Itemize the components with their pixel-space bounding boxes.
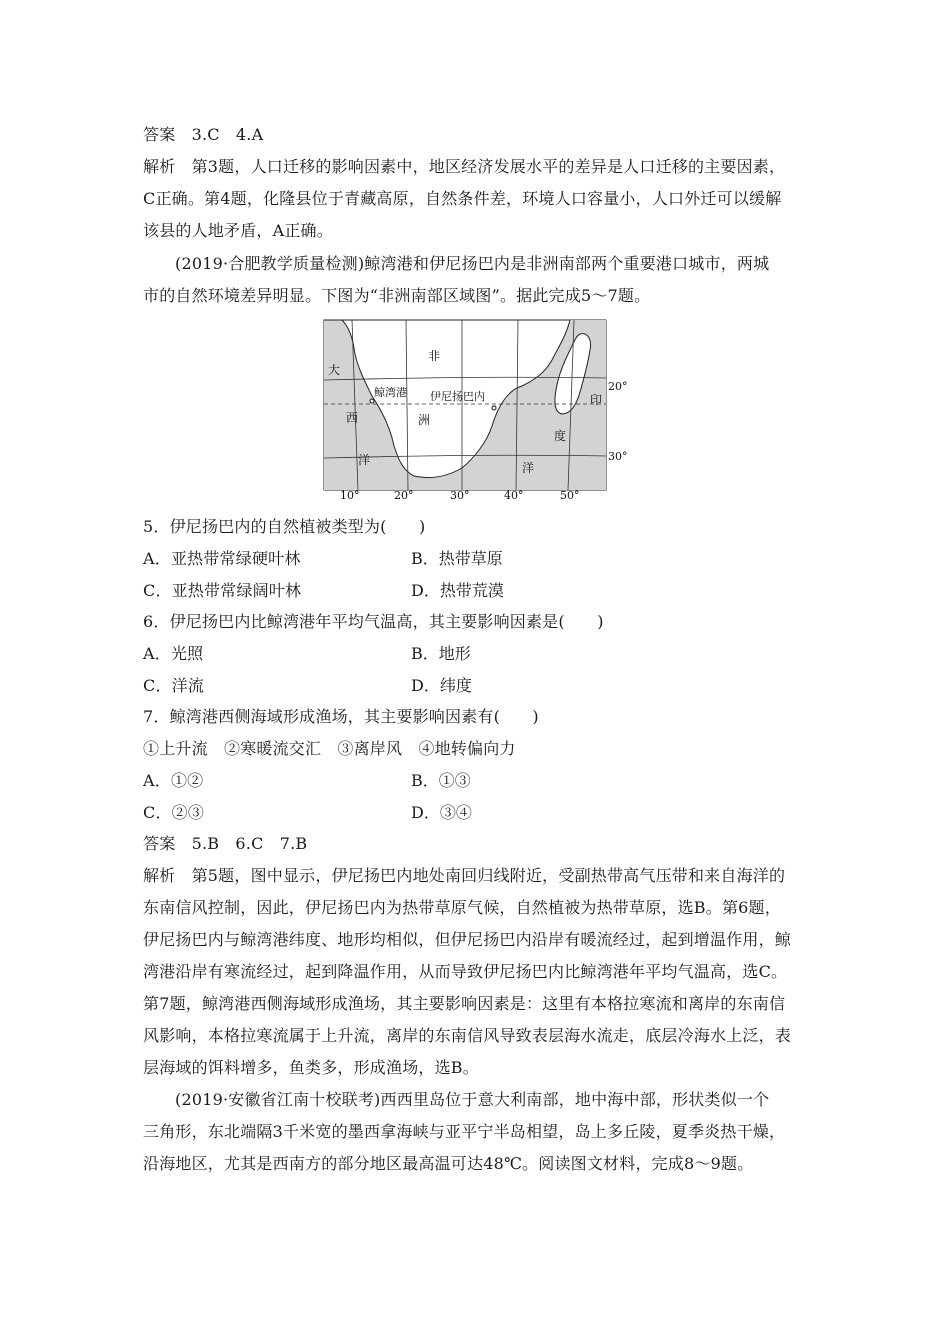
lat-label-20: 20° [608, 380, 628, 393]
intro-8-9-line1: (2019·安徽省江南十校联考)西西里岛位于意大利南部，地中海中部，形状类似一个 [175, 1090, 770, 1109]
question-7-option-b: B．①③ [411, 771, 471, 790]
question-5-option-c: C．亚热带常绿阔叶林 [143, 581, 302, 600]
question-6-option-b: B．地形 [411, 644, 471, 663]
explanation-3-4-line2: C正确。第4题，化隆县位于青藏高原，自然条件差，环境人口容量小，人口外迁可以缓解 [143, 189, 782, 208]
question-5-stem: 5．伊尼扬巴内的自然植被类型为( ) [143, 517, 426, 536]
explanation-5-7-line5: 第7题，鲸湾港西侧海域形成渔场，其主要影响因素是：这里有本格拉寒流和离岸的东南信 [143, 994, 786, 1013]
label-atlantic-xi: 西 [346, 411, 359, 425]
explanation-5-7-line6: 风影响，本格拉寒流属于上升流，离岸的东南信风导致表层海水流走，底层冷海水上泛，表 [143, 1026, 792, 1045]
answer-5-7: 答案 5.B 6.C 7.B [143, 834, 308, 853]
intro-8-9-line2: 三角形，东北端隔3千米宽的墨西拿海峡与亚平宁半岛相望，岛上多丘陵，夏季炎热干燥， [143, 1122, 786, 1141]
southern-africa-map [322, 318, 632, 500]
label-africa: 非 [428, 349, 441, 363]
intro-5-7-line1: (2019·合肥教学质量检测)鲸湾港和伊尼扬巴内是非洲南部两个重要港口城市，两城 [175, 254, 770, 273]
question-6-option-d: D．纬度 [411, 676, 472, 695]
label-indian-du: 度 [554, 429, 567, 443]
question-7-option-c: C．②③ [143, 803, 205, 822]
explanation-5-7-line4: 湾港沿岸有寒流经过，起到降温作用，从而导致伊尼扬巴内比鲸湾港年平均气温高，选C。 [143, 962, 788, 981]
lon-label-10: 10° [340, 489, 360, 500]
explanation-5-7-line2: 东南信风控制，因此，伊尼扬巴内为热带草原气候，自然植被为热带草原，选B。第6题， [143, 898, 781, 917]
label-whale-bay: 鲸湾港 [374, 386, 407, 399]
lon-label-30: 30° [450, 489, 470, 500]
intro-8-9-line3: 沿海地区，尤其是西南方的部分地区最高温可达48℃。阅读图文材料，完成8～9题。 [143, 1154, 754, 1173]
explanation-5-7-line1: 解析 第5题，图中显示，伊尼扬巴内地处南回归线附近，受副热带高气压带和来自海洋的 [143, 866, 786, 885]
lon-label-20: 20° [394, 489, 414, 500]
question-6-option-c: C．洋流 [143, 676, 205, 695]
intro-5-7-line2: 市的自然环境差异明显。下图为“非洲南部区域图”。据此完成5～7题。 [143, 286, 651, 305]
question-7-items: ①上升流 ②寒暖流交汇 ③离岸风 ④地转偏向力 [143, 739, 516, 758]
question-5-option-d: D．热带荒漠 [411, 581, 504, 600]
question-6-stem: 6．伊尼扬巴内比鲸湾港年平均气温高，其主要影响因素是( ) [143, 612, 604, 631]
lon-label-50: 50° [560, 489, 580, 500]
label-indian-yang: 洋 [522, 461, 535, 475]
answer-3-4: 答案 3.C 4.A [143, 125, 264, 144]
question-5-option-b: B．热带草原 [411, 549, 503, 568]
lat-label-30: 30° [608, 450, 628, 463]
question-7-stem: 7．鲸湾港西侧海域形成渔场，其主要影响因素有( ) [143, 707, 539, 726]
label-atlantic-yang: 洋 [358, 453, 371, 467]
explanation-5-7-line3: 伊尼扬巴内与鲸湾港纬度、地形均相似，但伊尼扬巴内沿岸有暖流经过，起到增温作用，鲸 [143, 930, 792, 949]
explanation-3-4-line3: 该县的人地矛盾，A正确。 [143, 221, 333, 240]
question-7-option-d: D．③④ [411, 803, 472, 822]
question-6-option-a: A．光照 [143, 644, 204, 663]
explanation-3-4-line1: 解析 第3题，人口迁移的影响因素中，地区经济发展水平的差异是人口迁移的主要因素， [143, 157, 786, 176]
question-5-option-a: A．亚热带常绿硬叶林 [143, 549, 301, 568]
label-continent-zhou: 洲 [418, 413, 431, 427]
question-7-option-a: A．①② [143, 771, 204, 790]
label-atlantic-da: 大 [328, 363, 341, 377]
lon-label-40: 40° [504, 489, 524, 500]
label-inhambane: 伊尼扬巴内 [430, 390, 485, 403]
label-indian-yin: 印 [590, 393, 603, 407]
explanation-5-7-line7: 层海域的饵料增多，鱼类多，形成渔场，选B。 [143, 1058, 479, 1077]
